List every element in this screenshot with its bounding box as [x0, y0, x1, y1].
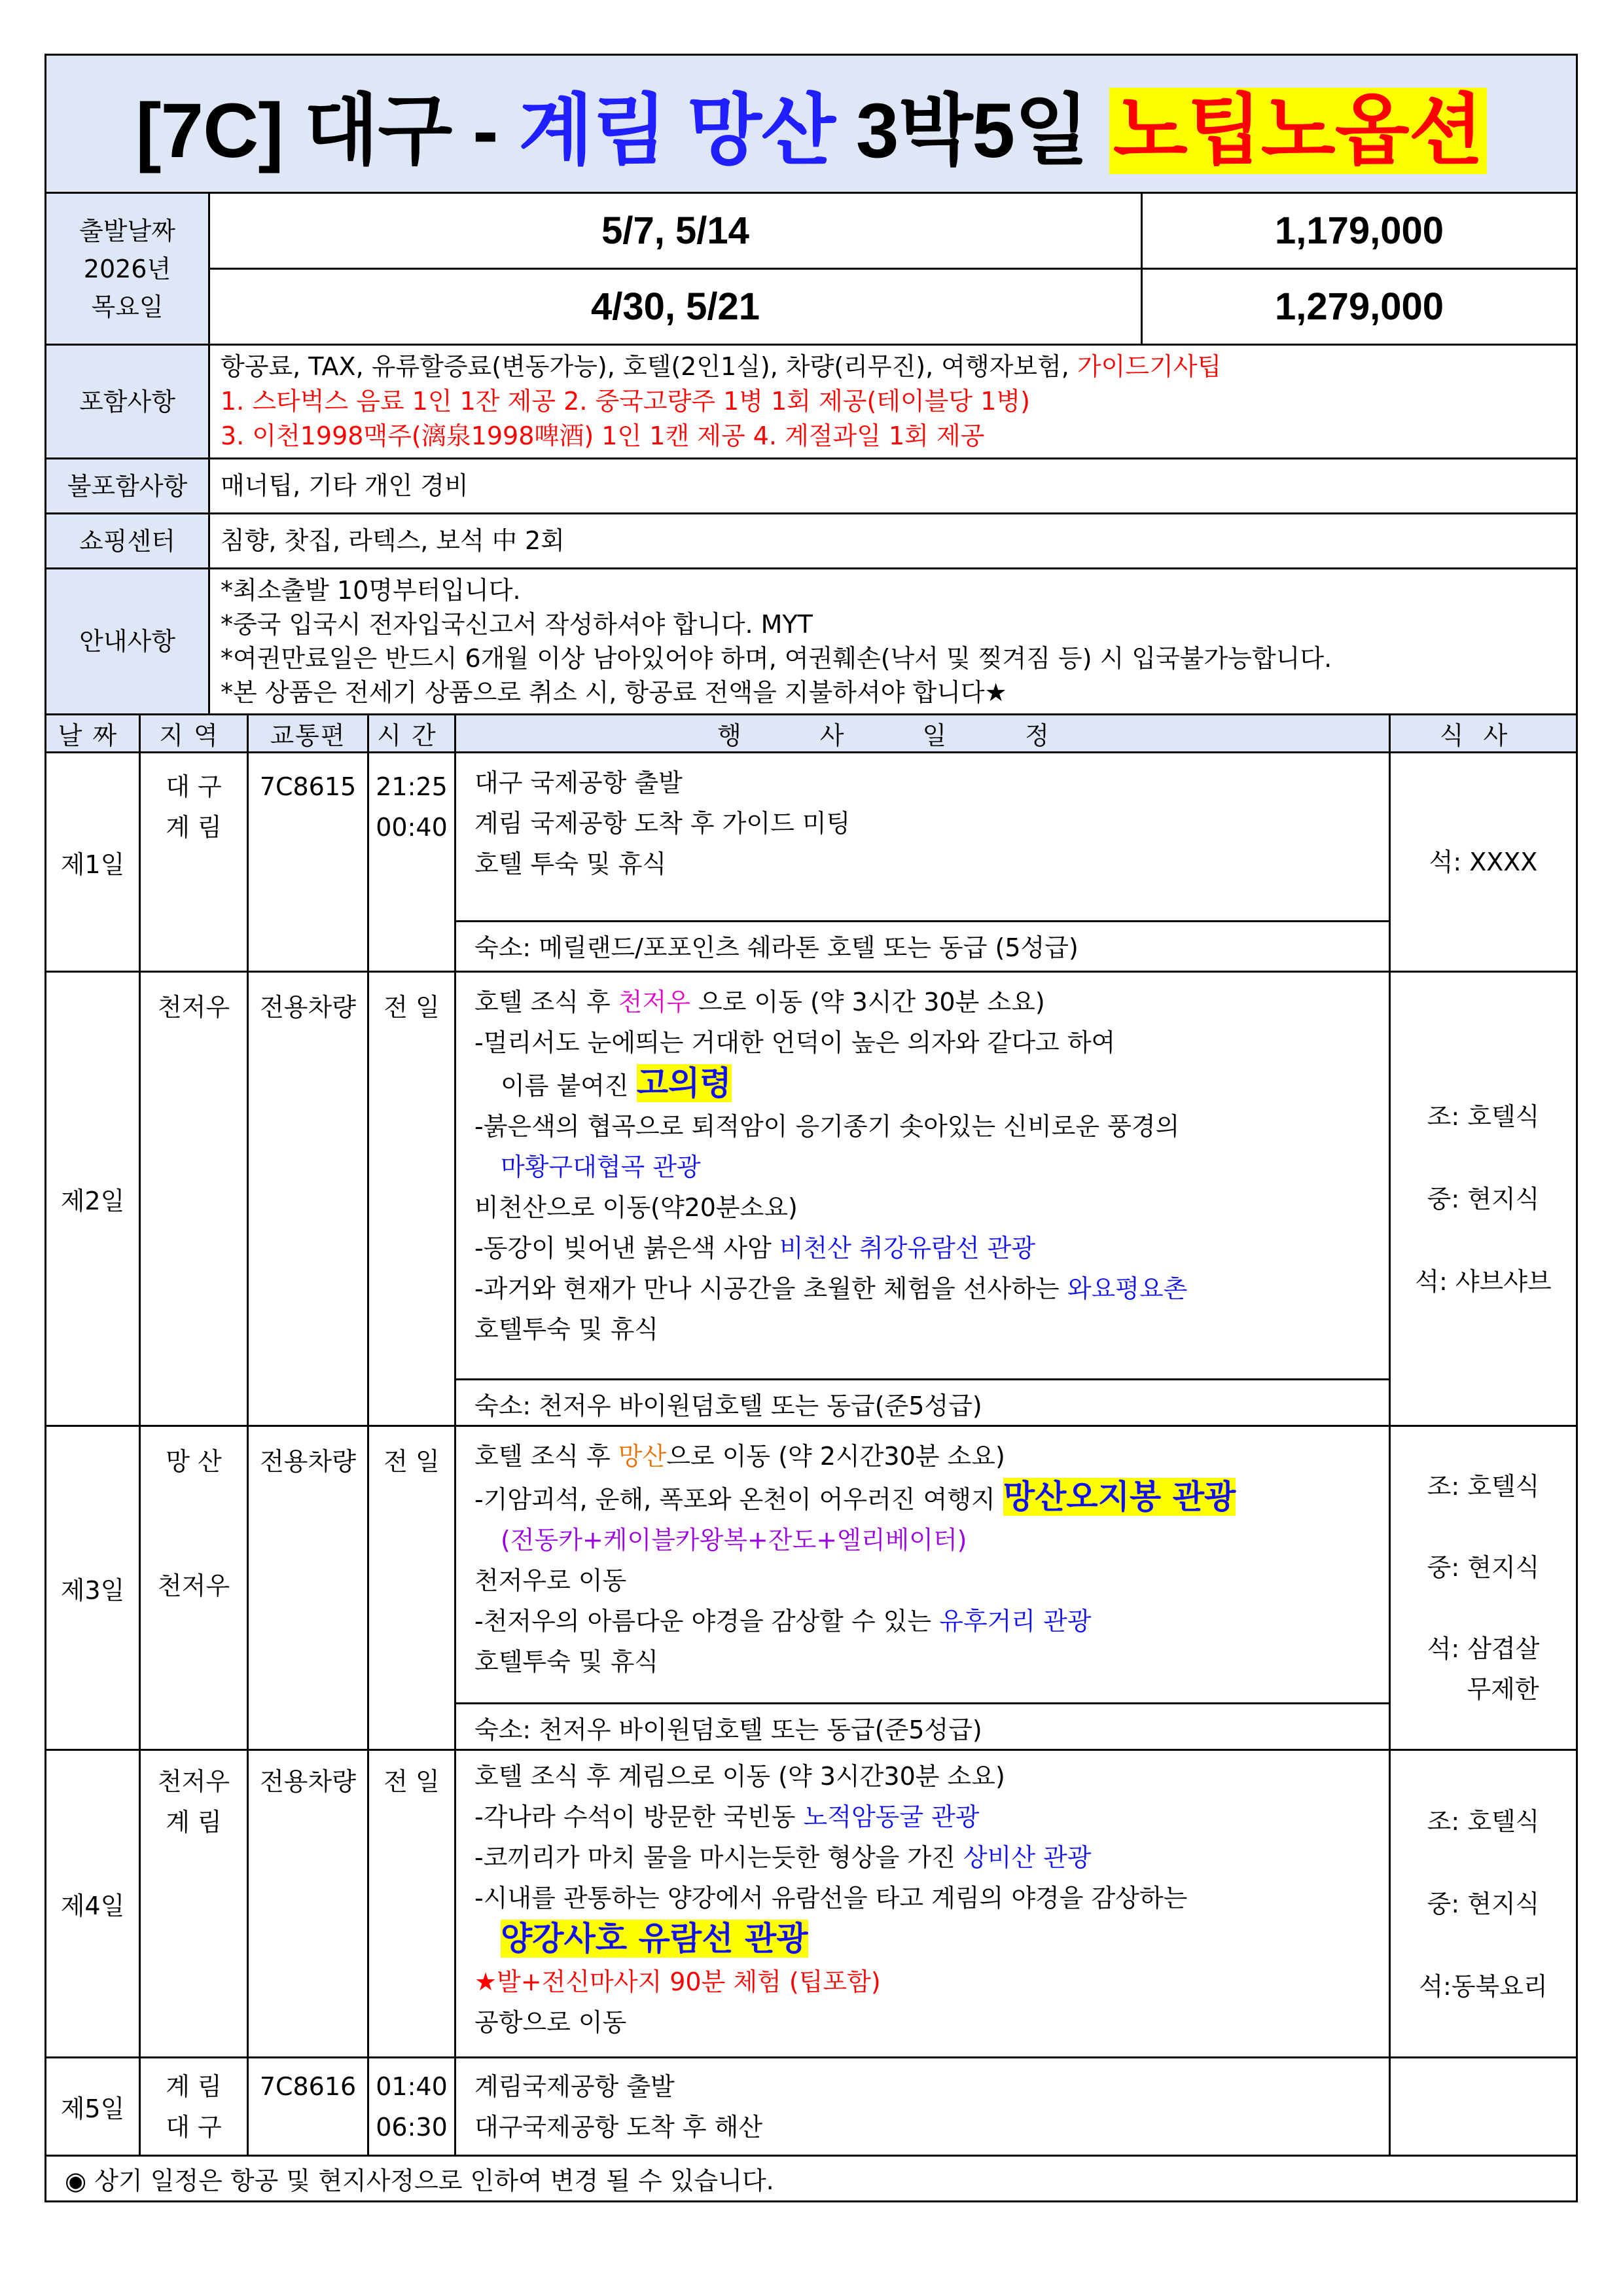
hotel-info: 숙소: 천저우 바이원덤호텔 또는 동급(준5성급)	[456, 1378, 1389, 1422]
time-cell	[368, 753, 455, 972]
schedule-cell	[455, 2058, 1390, 2156]
info-table	[45, 54, 1578, 715]
transport-type: 전용차량	[248, 1426, 368, 1750]
meal-lunch: 중: 현지식	[1427, 1184, 1540, 1213]
departure-label-line: 목요일	[91, 292, 164, 321]
highlight-attraction: 고의령	[636, 1064, 732, 1102]
notice-content	[209, 569, 1577, 715]
region-name: 계 림	[166, 2072, 222, 2101]
schedule-text: -천저우의 아름다운 야경을 감상할 수 있는	[474, 1607, 940, 1636]
schedule-text: -각나라 수석이 방문한 국빈동	[474, 1803, 804, 1831]
schedule-line	[474, 982, 1389, 1022]
attraction-detail: (전동카+케이블카왕복+잔도+엘리베이터)	[501, 1526, 967, 1554]
day-label: 제1일	[46, 753, 140, 972]
schedule-line	[474, 1436, 1389, 1477]
included-label: 포함사항	[46, 345, 209, 459]
region-name: 계 림	[166, 813, 222, 842]
departure-price: 1,179,000	[1142, 193, 1577, 269]
meal-cell	[1390, 1426, 1577, 1750]
schedule-text: -과거와 현재가 만나 시공간을 초월한 체험을 선사하는	[474, 1274, 1067, 1303]
region-cell	[140, 753, 248, 972]
region-name: 계 림	[166, 1808, 222, 1837]
place-name: 천저우	[618, 988, 690, 1016]
departure-dates: 5/7, 5/14	[209, 193, 1142, 269]
meal-cell	[1390, 972, 1577, 1426]
shopping-label: 쇼핑센터	[46, 514, 209, 569]
region-name: 대 구	[166, 2112, 222, 2142]
schedule-line: 계림 국제공항 도착 후 가이드 미팅	[474, 809, 851, 838]
day-row-1	[46, 753, 1577, 972]
attraction-line: 마황구대협곡 관광	[501, 1153, 701, 1181]
schedule-header	[46, 715, 1577, 753]
attraction-name: 상비산 관광	[963, 1843, 1092, 1872]
attraction-name: 와요평요촌	[1067, 1274, 1188, 1303]
day-row-3	[46, 1426, 1577, 1750]
notice-line: *중국 입국시 전자입국신고서 작성하셔야 합니다. MYT	[221, 610, 813, 639]
day-label: 제3일	[46, 1426, 140, 1750]
arrival-time: 00:40	[376, 813, 448, 842]
transport-type: 전용차량	[248, 1750, 368, 2058]
schedule-lines	[456, 1427, 1389, 1702]
departure-dates: 4/30, 5/21	[209, 269, 1142, 345]
schedule-line: 호텔투숙 및 휴식	[474, 1647, 659, 1676]
header-schedule: 행사일정	[455, 715, 1390, 753]
meal-lunch: 중: 현지식	[1427, 1553, 1540, 1582]
schedule-line: 호텔투숙 및 휴식	[474, 1315, 659, 1344]
header-day: 날짜	[46, 715, 140, 753]
schedule-lines	[456, 973, 1389, 1378]
header-time: 시간	[368, 715, 455, 753]
schedule-line	[474, 1601, 1389, 1641]
shopping-content: 침향, 찻집, 라텍스, 보석 中 2회	[209, 514, 1577, 569]
schedule-text: -기암괴석, 운해, 폭포와 온천이 어우러진 여행지	[474, 1485, 1003, 1514]
schedule-cell	[455, 1426, 1390, 1750]
departure-label-line: 2026년	[83, 254, 171, 283]
meal-breakfast: 조: 호텔식	[1427, 1806, 1540, 1836]
included-content	[209, 345, 1577, 459]
schedule-text: -코끼리가 마치 물을 마시는듯한 형상을 가진	[474, 1843, 963, 1872]
day-label: 제5일	[46, 2058, 140, 2156]
notice-label: 안내사항	[46, 569, 209, 715]
meal-lunch: 중: 현지식	[1427, 1889, 1540, 1918]
schedule-text: -동강이 빚어낸 붉은색 사암	[474, 1234, 779, 1263]
schedule-cell	[455, 753, 1390, 972]
schedule-text: 으로 이동 (약 2시간30분 소요)	[666, 1442, 1005, 1471]
arrival-time: 06:30	[376, 2112, 448, 2142]
day-row-2	[46, 972, 1577, 1426]
schedule-text: 호텔 조식 후	[474, 988, 618, 1016]
region-cell	[140, 1750, 248, 2058]
schedule-line	[474, 1477, 1389, 1520]
schedule-line: 호텔 투숙 및 휴식	[474, 850, 667, 878]
attraction-name: 노적암동굴 관광	[803, 1803, 980, 1831]
included-line: 3. 이천1998맥주(漓泉1998啤酒) 1인 1캔 제공 4. 계절과일 1회 제공	[221, 422, 985, 450]
title-duration: 3박5일	[835, 88, 1109, 174]
meal-cell	[1390, 1750, 1577, 2058]
included-guide-tip: 가이드기사팁	[1077, 352, 1222, 381]
schedule-text: 호텔 조식 후	[474, 1442, 618, 1471]
hotel-info: 숙소: 천저우 바이원덤호텔 또는 동급(준5성급)	[456, 1702, 1389, 1746]
day-row-5	[46, 2058, 1577, 2156]
notice-line: *최소출발 10명부터입니다.	[221, 576, 521, 605]
meal-cell	[1390, 2058, 1577, 2156]
schedule-line: 대구 국제공항 출발	[474, 768, 683, 797]
excluded-label: 불포함사항	[46, 459, 209, 514]
schedule-text: 이름 붙여진	[501, 1071, 637, 1100]
included-line	[221, 350, 1576, 384]
itinerary-sheet	[45, 54, 1576, 2202]
title-highlight-badge: 노팁노옵션	[1109, 88, 1487, 174]
meal-dinner: 석: XXXX	[1429, 848, 1538, 876]
meal-dinner-detail: 무제한	[1467, 1675, 1539, 1704]
schedule-line	[474, 1228, 1389, 1268]
region-name: 천저우	[157, 1571, 230, 1600]
region-cell	[140, 2058, 248, 2156]
departure-time: 21:25	[376, 772, 448, 801]
departure-price: 1,279,000	[1142, 269, 1577, 345]
day-row-4	[46, 1750, 1577, 2058]
included-line: 1. 스타벅스 음료 1인 1잔 제공 2. 중국고량주 1병 1회 제공(테이블당 1병)	[221, 387, 1030, 416]
meal-breakfast: 조: 호텔식	[1427, 1102, 1540, 1131]
attraction-name: 유후거리 관광	[939, 1607, 1092, 1636]
schedule-line: -멀리서도 눈에띄는 거대한 언덕이 높은 의자와 같다고 하여	[474, 1028, 1116, 1057]
notice-line: *본 상품은 전세기 상품으로 취소 시, 항공료 전액을 지불하셔야 합니다★	[221, 678, 1007, 707]
meal-dinner: 석:동북요리	[1419, 1971, 1548, 2001]
schedule-line	[474, 1063, 1389, 1106]
schedule-lines	[456, 753, 1389, 920]
time-cell: 전 일	[368, 1426, 455, 1750]
schedule-line	[474, 1918, 1389, 1962]
schedule-table	[45, 713, 1578, 2202]
flight-number: 7C8615	[248, 753, 368, 972]
departure-time: 01:40	[376, 2072, 448, 2101]
schedule-line: 비천산으로 이동(약20분소요)	[474, 1193, 798, 1222]
hotel-info: 숙소: 메릴랜드/포포인츠 쉐라톤 호텔 또는 동급 (5성급)	[456, 920, 1389, 964]
schedule-cell	[455, 1750, 1390, 2058]
region-name: 망 산	[166, 1447, 222, 1476]
region-name: 천저우	[157, 1767, 230, 1796]
schedule-line	[474, 1268, 1389, 1309]
transport-type: 전용차량	[248, 972, 368, 1426]
schedule-line: 계림국제공항 출발	[474, 2072, 675, 2101]
meal-cell	[1390, 753, 1577, 972]
flight-number: 7C8616	[248, 2058, 368, 2156]
schedule-line: 천저우로 이동	[474, 1566, 627, 1595]
included-text: 항공료, TAX, 유류할증료(변동가능), 호텔(2인1실), 차량(리무진), 여행자보험,	[221, 352, 1077, 381]
footer-notice: ◉ 상기 일정은 항공 및 현지사정으로 인하여 변경 될 수 있습니다.	[46, 2156, 1577, 2202]
region-cell	[140, 1426, 248, 1750]
schedule-line	[474, 1837, 1389, 1878]
schedule-line: -시내를 관통하는 양강에서 유람선을 타고 계림의 야경을 감상하는	[474, 1884, 1188, 1912]
schedule-text: 으로 이동 (약 3시간 30분 소요)	[690, 988, 1045, 1016]
excluded-content: 매너팁, 기타 개인 경비	[209, 459, 1577, 514]
schedule-line: 공항으로 이동	[474, 2008, 627, 2037]
notice-line: *여권만료일은 반드시 6개월 이상 남아있어야 하며, 여권훼손(낙서 및 찢겨짐 등) 시 입국불가능합니다.	[221, 644, 1332, 673]
schedule-line: 호텔 조식 후 계림으로 이동 (약 3시간30분 소요)	[474, 1762, 1005, 1791]
header-transport: 교통편	[248, 715, 368, 753]
meal-breakfast: 조: 호텔식	[1427, 1472, 1540, 1501]
header-meal: 식사	[1390, 715, 1577, 753]
title-prefix: [7C] 대구 -	[135, 88, 519, 174]
schedule-line: 대구국제공항 도착 후 해산	[474, 2113, 763, 2142]
day-label: 제2일	[46, 972, 140, 1426]
meal-dinner: 석: 삼겹살	[1427, 1634, 1540, 1663]
highlight-attraction: 망산오지봉 관광	[1003, 1478, 1236, 1516]
page-title	[46, 55, 1577, 193]
region-name: 대 구	[166, 772, 222, 801]
place-name: 망산	[618, 1442, 667, 1471]
schedule-line	[474, 1797, 1389, 1837]
time-cell	[368, 2058, 455, 2156]
attraction-name: 비천산 취강유람선 관광	[779, 1234, 1036, 1263]
departure-label-line: 출발날짜	[79, 216, 175, 245]
schedule-line: -붉은색의 협곡으로 퇴적암이 응기종기 솟아있는 신비로운 풍경의	[474, 1112, 1180, 1141]
massage-experience: ★발+전신마사지 90분 체험 (팁포함)	[474, 1967, 881, 1996]
region-name: 천저우	[140, 972, 248, 1426]
day-label: 제4일	[46, 1750, 140, 2058]
highlight-attraction: 양강사호 유람선 관광	[501, 1920, 808, 1958]
schedule-cell	[455, 972, 1390, 1426]
header-region: 지역	[140, 715, 248, 753]
time-cell: 전 일	[368, 972, 455, 1426]
time-cell: 전 일	[368, 1750, 455, 2058]
departure-label	[46, 193, 209, 345]
meal-dinner: 석: 샤브샤브	[1415, 1266, 1552, 1296]
title-destination: 계림 망산	[518, 88, 836, 174]
